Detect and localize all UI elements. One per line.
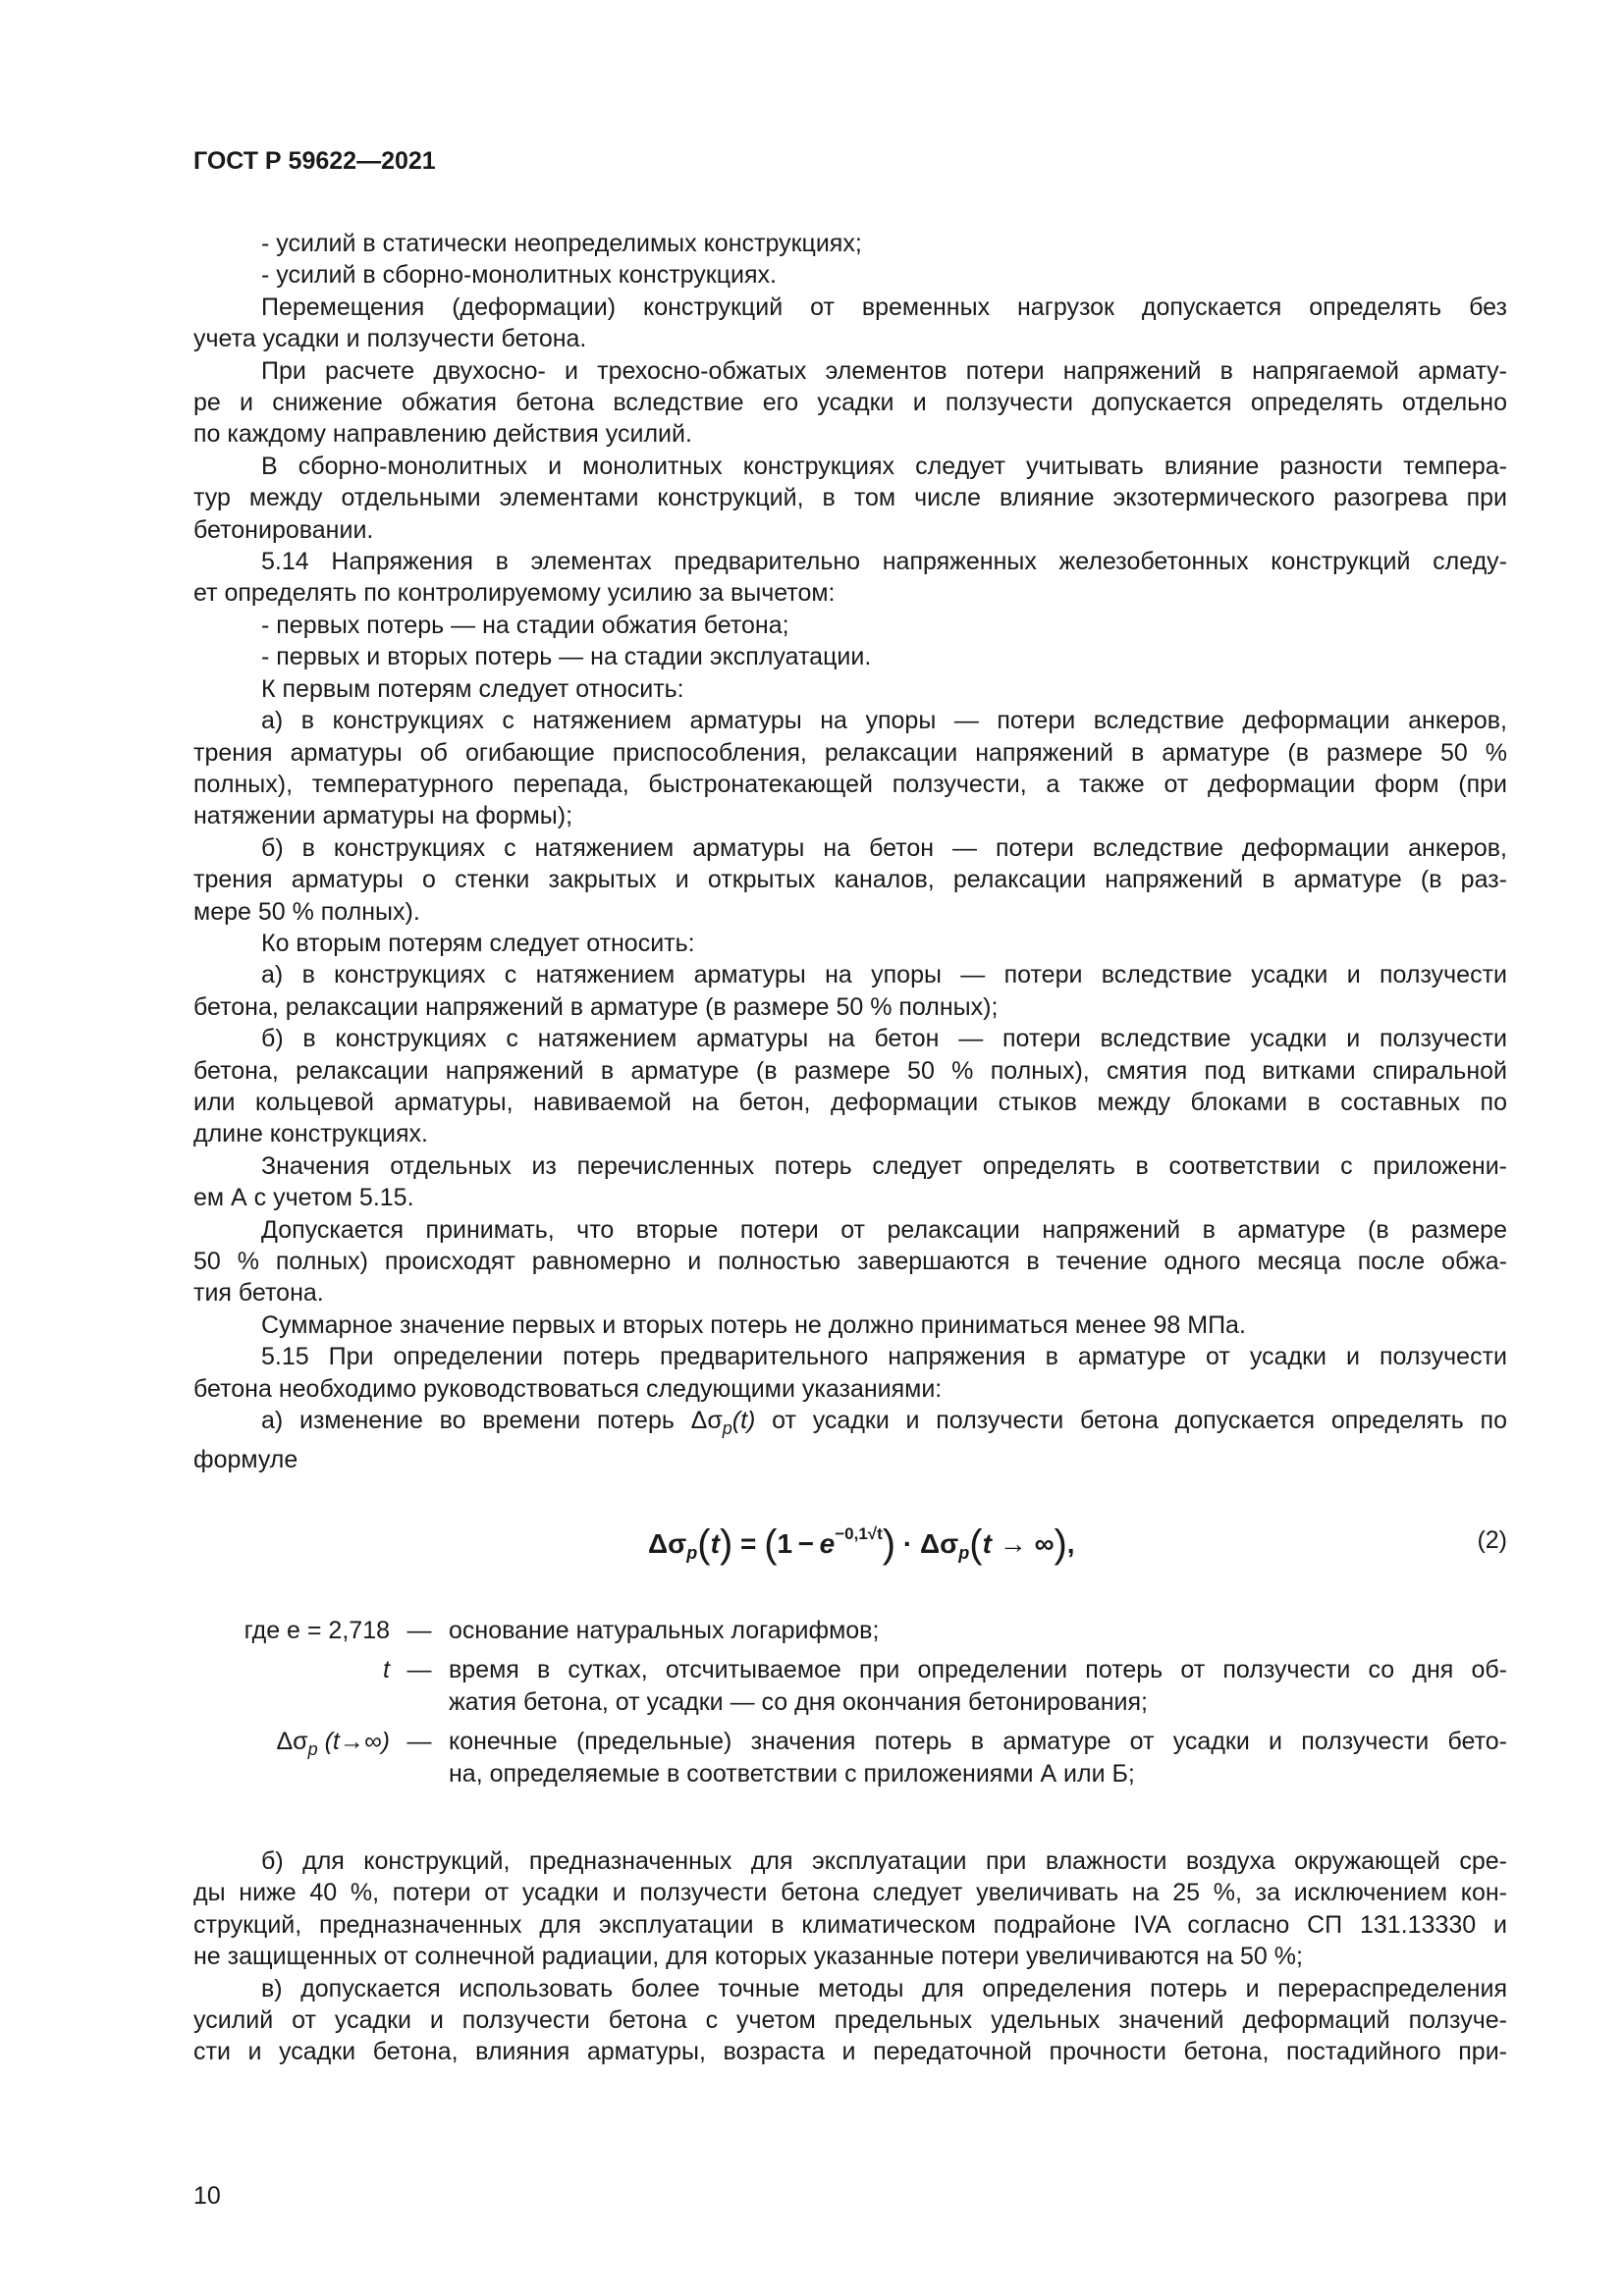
definition-dash: — <box>406 1617 432 1644</box>
definition-text <box>449 1615 1507 1646</box>
definition-line: жатия бетона, от усадки — со дня окончания бетонирования; <box>449 1687 1148 1716</box>
inline-symbol: Δσ <box>690 1407 723 1435</box>
definition-symbol <box>193 1726 390 1789</box>
paragraph-line: трения арматуры об огибающие приспособления, релаксации напряжений в арматуре (в размере 50 % <box>193 738 1507 767</box>
definition-symbol-sub: p <box>307 1739 318 1760</box>
formula-lhs-sub: p <box>686 1543 698 1563</box>
paragraph-line: б) для конструкций, предназначенных для эксплуатации при влажности воздуха окружающей сре- <box>261 1847 1507 1875</box>
paragraph-line: 5.15 При определении потерь предварительного напряжения в арматуре от усадки и ползучести <box>261 1343 1507 1371</box>
definition-line: время в сутках, отсчитываемое при определении потерь от ползучести со дня об- <box>449 1656 1507 1684</box>
definition-line: на, определяемые в соответствии с приложениями А или Б; <box>449 1759 1135 1788</box>
paragraph-line: Ко вторым потерям следует относить: <box>261 929 695 957</box>
paragraph-line: бетона необходимо руководствоваться следующими указаниями: <box>193 1374 943 1403</box>
paragraph-line: бетона, релаксации напряжений в арматуре (в размере 50 % полных), смятия под витками спиральной <box>193 1056 1507 1085</box>
paragraph-line: длине конструкциях. <box>193 1120 429 1148</box>
paragraph-line <box>193 1405 1507 1444</box>
paragraph-line: - первых и вторых потерь — на стадии эксплуатации. <box>261 643 872 671</box>
definition-dash: — <box>406 1728 432 1756</box>
paragraph-line: в) допускается использовать более точные методы для определения потерь и перераспределения <box>261 1974 1507 2002</box>
paragraph-line: б) в конструкциях с натяжением арматуры на бетон — потери вследствие усадки и ползучести <box>261 1025 1507 1053</box>
formula-lhs-arg: t <box>710 1528 720 1559</box>
formula-rhs-sub: p <box>958 1543 970 1563</box>
line-end: от усадки и ползучести бетона допускается определять по <box>772 1407 1507 1435</box>
paragraph-line: ем А с учетом 5.15. <box>193 1184 414 1212</box>
paragraph-line: К первым потерям следует относить: <box>261 674 684 703</box>
paragraph-line: а) в конструкциях с натяжением арматуры на упоры — потери вследствие деформации анкеров, <box>261 707 1507 735</box>
definition-dash: — <box>406 1656 432 1684</box>
formula-definitions <box>193 1615 1507 1797</box>
definition-symbol-arg: (t→∞) <box>317 1728 390 1756</box>
definition-symbol: t <box>383 1656 390 1684</box>
paragraph-line: При расчете двухосно- и трехосно-обжатых элементов потери напряжений в напрягаемой армату- <box>261 356 1507 385</box>
paragraph-line: 50 % полных) происходят равномерно и полностью завершаются в течение одного месяца после обжа- <box>193 1248 1507 1275</box>
document-header: ГОСТ Р 59622—2021 <box>193 147 436 175</box>
paragraph-line: Перемещения (деформации) конструкций от временных нагрузок допускается определять без <box>261 293 1507 321</box>
paragraph-line: или кольцевой арматуры, навиваемой на бетон, деформации стыков между блоками в составных по <box>193 1088 1507 1116</box>
formula-lhs-symbol: Δσ <box>648 1528 687 1559</box>
paragraph-line: - первых потерь — на стадии обжатия бетона; <box>261 611 789 639</box>
paragraph-line: б) в конструкциях с натяжением арматуры на бетон — потери вследствие деформации анкеров, <box>261 833 1507 862</box>
paragraph-line: 5.14 Напряжения в элементах предварительно напряженных железобетонных конструкций следу- <box>261 548 1507 576</box>
definition-row <box>193 1654 1507 1718</box>
paragraph-line: мере 50 % полных). <box>193 897 420 926</box>
body-text <box>193 228 1507 1476</box>
definition-text <box>449 1726 1507 1789</box>
paragraph-line: Допускается принимать, что вторые потери от релаксации напряжений в арматуре (в размере <box>261 1215 1507 1244</box>
paragraph-line: - усилий в сборно-монолитных конструкциях. <box>261 261 777 290</box>
paragraph-line: трения арматуры о стенки закрытых и открытых каналов, релаксации напряжений в арматуре (в раз- <box>193 866 1507 894</box>
definition-line: конечные (предельные) значения потерь в арматуре от усадки и ползучести бето- <box>449 1728 1507 1756</box>
formula-rhs-symbol: Δσ <box>920 1528 959 1559</box>
page-number: 10 <box>193 2182 221 2210</box>
paragraph-line: бетонировании. <box>193 515 374 544</box>
formula-2 <box>638 1517 1507 1575</box>
paragraph-line: струкций, предназначенных для эксплуатации в климатическом подрайоне IVA согласно СП 131.13330 и <box>193 1910 1507 1939</box>
paragraph-line: а) в конструкциях с натяжением арматуры на упоры — потери вследствие усадки и ползучести <box>261 961 1507 989</box>
paragraph-line: ды ниже 40 %, потери от усадки и ползучести бетона следует увеличивать на 25 %, за исключением кон- <box>193 1879 1507 1907</box>
paragraph-line: В сборно-монолитных и монолитных конструкциях следует учитывать влияние разности темпера- <box>261 452 1507 480</box>
definition-row <box>193 1726 1507 1789</box>
paragraph-line: сти и усадки бетона, влияния арматуры, возраста и передаточной прочности бетона, постадийного при- <box>193 2038 1507 2066</box>
body-text-continued <box>193 1845 1507 2068</box>
paragraph-line: натяжении арматуры на формы); <box>193 802 573 830</box>
line-start: а) изменение во времени потерь <box>261 1407 691 1435</box>
paragraph-line: усилий от усадки и ползучести бетона с учетом предельных удельных значений деформаций ползуче- <box>193 2006 1507 2035</box>
paragraph-line: Значения отдельных из перечисленных потерь следует определять в соответствии с приложени- <box>261 1151 1507 1180</box>
paragraph-line: ет определять по контролируемому усилию за вычетом: <box>193 579 836 608</box>
paragraph-line: тур между отдельными элементами конструкций, в том числе влияние экзотермического разогрева при <box>193 484 1507 512</box>
formula-one: 1 <box>777 1528 793 1559</box>
formula-expression: $\Delta\sigma_p(t) = (1 - e^{-0,1√t}) \cdot \Delta\sigma_p(t$ → ∞), <box>648 1522 1075 1566</box>
paragraph-line: полных), температурного перепада, быстронатекающей ползучести, а также от деформации форм (при <box>193 770 1507 798</box>
paragraph-line: тия бетона. <box>193 1279 324 1308</box>
formula-rhs-arg: t → ∞ <box>982 1528 1055 1559</box>
formula-number: (2) <box>1477 1526 1507 1554</box>
definition-symbol-main: Δσ <box>276 1728 308 1756</box>
paragraph-line: Суммарное значение первых и вторых потерь не должно приниматься менее 98 МПа. <box>261 1310 1246 1339</box>
paragraph-line: учета усадки и ползучести бетона. <box>193 325 587 353</box>
definition-line: основание натуральных логарифмов; <box>449 1617 880 1644</box>
definition-symbol: где e = 2,718 <box>244 1617 390 1644</box>
paragraph-line: бетона, релаксации напряжений в арматуре (в размере 50 % полных); <box>193 992 999 1021</box>
inline-symbol-arg: (t) <box>731 1407 756 1435</box>
formula-exponent: −0,1√t <box>835 1524 883 1543</box>
definition-text <box>449 1654 1507 1718</box>
paragraph-line: по каждому направлению действия усилий. <box>193 420 692 449</box>
definition-row <box>193 1615 1507 1646</box>
paragraph-line: - усилий в статически неопределимых конструкциях; <box>261 230 862 257</box>
paragraph-line: ре и снижение обжатия бетона вследствие его усадки и ползучести допускается определять отдельно <box>193 389 1507 417</box>
paragraph-line: не защищенных от солнечной радиации, для которых указанные потери увеличиваются на 50 %; <box>193 1943 1303 1971</box>
paragraph-line: формуле <box>193 1446 298 1474</box>
inline-symbol-sub: p <box>722 1418 732 1439</box>
